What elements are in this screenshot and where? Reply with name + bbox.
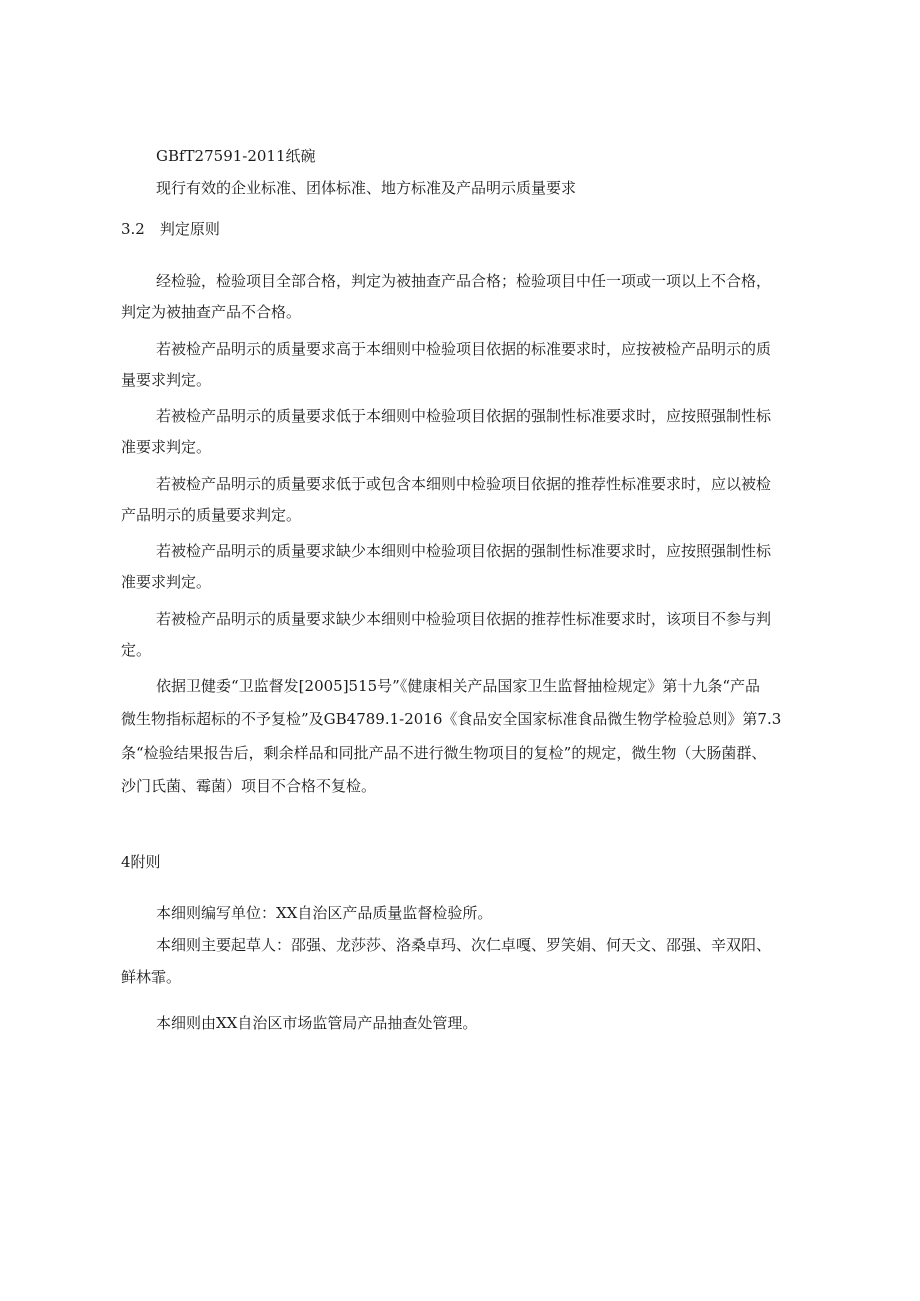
paragraph-line: 依据卫健委“卫监督发[2005]515号”《健康相关产品国家卫生监督抽检规定》第十九条“产品 xyxy=(156,677,761,695)
paragraph-line: 本细则主要起草人：邵强、龙莎莎、洛桑卓玛、次仁卓嘎、罗笑娟、何天文、邵强、辛双阳、 xyxy=(156,936,772,954)
paragraph-line: 本细则由XX自治区市场监管局产品抽查处管理。 xyxy=(156,1014,478,1032)
paragraph-line: 定。 xyxy=(121,641,152,659)
paragraph-line: 若被检产品明示的质量要求缺少本细则中检验项目依据的强制性标准要求时，应按照强制性标 xyxy=(156,542,772,560)
paragraph-line: 本细则编写单位：XX自治区产品质量监督检验所。 xyxy=(156,904,493,922)
paragraph-line: 经检验，检验项目全部合格，判定为被抽查产品合格；检验项目中任一项或一项以上不合格， xyxy=(156,272,772,290)
paragraph-line: 沙门氏菌、霉菌）项目不合格不复检。 xyxy=(121,777,377,795)
paragraph-line: 准要求判定。 xyxy=(121,438,212,456)
paragraph-line: 产品明示的质量要求判定。 xyxy=(121,506,302,524)
paragraph-line: 若被检产品明示的质量要求低于本细则中检验项目依据的强制性标准要求时，应按照强制性标 xyxy=(156,407,772,425)
section-heading: 3.2 判定原则 xyxy=(121,220,220,238)
standard-item: GBfT27591-2011纸碗 xyxy=(156,147,316,165)
paragraph-line: 准要求判定。 xyxy=(121,573,212,591)
paragraph-line: 条“检验结果报告后，剩余样品和同批产品不进行微生物项目的复检”的规定，微生物（大肠菌群、 xyxy=(121,744,767,762)
paragraph-line: 量要求判定。 xyxy=(121,371,212,389)
paragraph-line: 若被检产品明示的质量要求高于本细则中检验项目依据的标准要求时，应按被检产品明示的质 xyxy=(156,340,772,358)
section-heading: 4附则 xyxy=(121,853,161,871)
paragraph-line: 鲜林霏。 xyxy=(121,968,182,986)
paragraph-line: 判定为被抽查产品不合格。 xyxy=(121,303,302,321)
paragraph-line: 若被检产品明示的质量要求缺少本细则中检验项目依据的推荐性标准要求时，该项目不参与判 xyxy=(156,610,772,628)
standard-item: 现行有效的企业标准、团体标准、地方标准及产品明示质量要求 xyxy=(156,179,577,197)
paragraph-line: 微生物指标超标的不予复检”及GB4789.1-2016《食品安全国家标准食品微生物学检验总则》第7.3 xyxy=(121,710,782,728)
paragraph-line: 若被检产品明示的质量要求低于或包含本细则中检验项目依据的推荐性标准要求时，应以被检 xyxy=(156,475,772,493)
